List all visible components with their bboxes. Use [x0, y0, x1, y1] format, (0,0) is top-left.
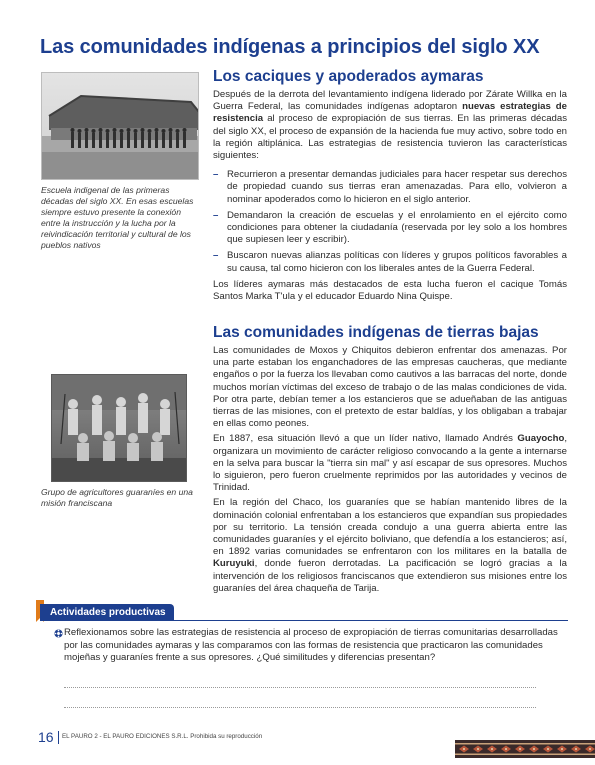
p2-text-a: En 1887, esa situación llevó a que un líder nativo, llamado Andrés — [213, 433, 518, 445]
intro-bold: nuevas estrategias de resistencia — [213, 101, 567, 125]
section-aymaras-title: Los caciques y apoderados aymaras — [213, 68, 484, 85]
section-tierras-bajas-p3 — [213, 497, 567, 595]
section-tierras-bajas-p1: Las comunidades de Moxos y Chiquitos debieron enfrentar dos amenazas. Por una parte estaban los enganchadores de las empresas caucheras, que mediante engaños o por la fuerza los llevaban como cautivos a las barracas del norte, donde muchos morían víctimas del exceso de trabajo o de las malas condiciones de vida. Por otra parte, debían temer a los estancieros que se adueñaban de las antiguas tierras de las misiones, con el pretexto de estar baldías, y los obligaban a trabajar en ellas como peones. — [213, 345, 567, 430]
strategy-item-text: Buscaron nuevas alianzas políticas con líderes y grupos políticos favorables a su causa, tal como hicieron con los liberales antes de la Guerra Federal. — [227, 250, 567, 274]
answer-line[interactable] — [64, 707, 536, 708]
farmers-photo — [51, 374, 187, 482]
section-aymaras-intro — [213, 89, 567, 162]
section-tierras-bajas-p2 — [213, 433, 567, 494]
flower-bullet-icon — [54, 629, 63, 638]
section-tierras-bajas-title: Las comunidades indígenas de tierras bajas — [213, 324, 539, 341]
strategy-item — [213, 169, 567, 206]
footer-separator — [58, 731, 59, 744]
intro-text-a: Después de la derrota del levantamiento indígena liderado por Zárate Willka en la Guerra Federal, las comunidades indígenas adoptaron — [213, 89, 567, 113]
p2-text-b: , organizara un movimiento de carácter religioso convocando a la gente a internarse en la selva para buscar la "tierra sin mal" y así escapar de sus opresores. Muchos lo siguieron, pero fueron cruelmente reprimidos por las autoridades y vecinos de Trinidad. — [213, 433, 567, 494]
p2-bold: Guayocho — [517, 433, 565, 445]
activities-label: Actividades productivas — [40, 604, 174, 620]
page-title: Las comunidades indígenas a principios del siglo XX — [40, 36, 540, 58]
section-aymaras — [213, 68, 567, 303]
school-photo — [41, 72, 199, 180]
answer-line[interactable] — [64, 687, 536, 688]
strategy-item-text: Recurrieron a presentar demandas judiciales para hacer respetar sus derechos de propiedad cuando sus tierras eran amenazadas. Para ello, volvieron a nominar apoderados como lo hicieron en el siglo anterior. — [227, 169, 567, 205]
p3-text-a: En la región del Chaco, los guaraníes que se habían mantenido libres de la dominación colonial enfrentaban a los estancieros que expandían sus propiedades por su territorio. La tensión creada condujo a una guerra abierta entre las comunidades guaraníes y el ejército boliviano, que defendía a los estancieros; así, en 1892 varias comunidades se enfrentaron con los militares en la batalla de — [213, 497, 567, 558]
dash-bullet: – — [213, 209, 219, 221]
page-number: 16 — [38, 729, 54, 745]
activities-text: Reflexionamos sobre las estrategias de resistencia al proceso de expropiación de tierras comunitarias desarrolladas por las comunidades aymaras y las comparamos con las formas de resistencia que practicaron las comunidades mojeñas y guaraníes frente a sus opresores. ¿Qué similitudes y diferencias presentan? — [64, 627, 558, 664]
dash-bullet: – — [213, 250, 219, 262]
school-photo-caption: Escuela indigenal de las primeras décadas del siglo XX. En esas escuelas siempre estuvo presente la conexión entre la instrucción y la lucha por la reivindicación territorial y cultural de los pueblos nativos — [41, 185, 194, 250]
p3-text-b: , donde fueron derrotadas. La pacificación se logró gracias a la intervención de los religiosos franciscanos que extendieron sus misiones entre los guaraníes del área chaqueña de Tarija. — [213, 558, 567, 594]
section-tierras-bajas — [213, 324, 567, 595]
strategy-list — [213, 169, 567, 275]
intro-text-b: al proceso de expropiación de sus tierras. En las primeras décadas del siglo XX, el proceso de expansión de la hacienda fue muy activo, sobre todo en la región altiplánica. Las estrategias de resistencia tuvieron las características siguientes: — [213, 113, 567, 162]
section-aymaras-closing: Los líderes aymaras más destacados de esta lucha fueron el cacique Tomás Santos Marka T'ula y el educador Eduardo Nina Quispe. — [213, 278, 567, 303]
farmers-photo-caption: Grupo de agricultores guaraníes en una misión franciscana — [41, 487, 193, 508]
p3-bold: Kuruyuki — [213, 558, 255, 570]
strategy-item-text: Demandaron la creación de escuelas y el enrolamiento en el ejército como condiciones para obtener la ciudadanía (reservada por ley solo a los hombres que supiesen leer y escribir). — [227, 209, 567, 246]
decorative-pattern-band — [455, 740, 595, 758]
strategy-item — [213, 250, 567, 274]
dash-bullet: – — [213, 169, 219, 181]
strategy-item — [213, 210, 567, 247]
activities-divider — [40, 620, 568, 621]
footer-text: EL PAURO 2 - EL PAURO EDICIONES S.R.L. Prohibida su reproducción — [62, 733, 263, 740]
